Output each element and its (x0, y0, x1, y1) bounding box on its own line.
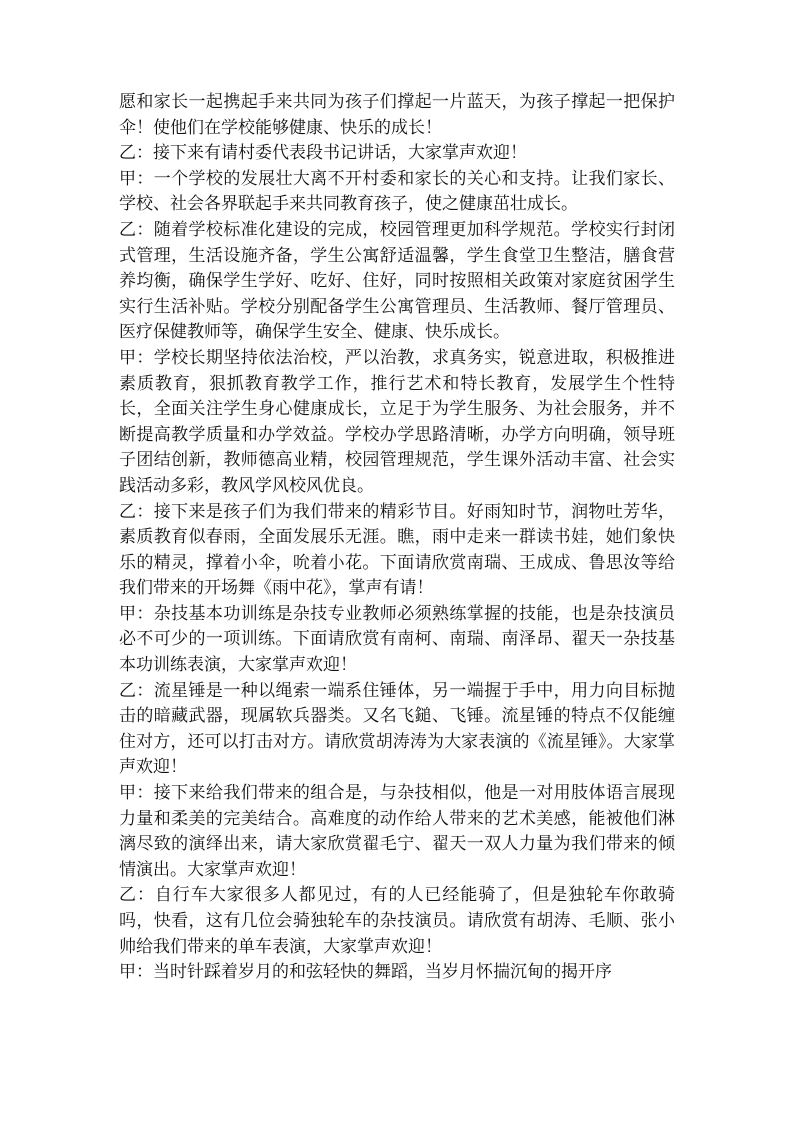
paragraph-10: 乙：自行车大家很多人都见过，有的人已经能骑了，但是独轮车你敢骑吗，快看，这有几位会骑独轮车的杂技演员。请欣赏有胡涛、毛顺、张小帅给我们带来的单车表演，大家掌声欢迎！ (119, 885, 675, 957)
paragraph-4: 乙：随着学校标准化建设的完成，校园管理更加科学规范。学校实行封闭式管理，生活设施齐备，学生公寓舒适温馨，学生食堂卫生整洁，膳食营养均衡，确保学生学好、吃好、住好，同时按照相关政策对家庭贫困学生实行生活补贴。学校分别配备学生公寓管理员、生活教师、餐厅管理员、医疗保健教师等，确保学生安全、健康、快乐成长。 (119, 219, 675, 343)
paragraph-5: 甲：学校长期坚持依法治校，严以治教，求真务实，锐意进取，积极推进素质教育，狠抓教育教学工作，推行艺术和特长教育，发展学生个性特长，全面关注学生身心健康成长，立足于为学生服务、为社会服务，并不断提高教学质量和办学效益。学校办学思路清晰，办学方向明确，领导班子团结创新，教师德高业精，校园管理规范，学生课外活动丰富、社会实践活动多彩，教风学风校风优良。 (119, 347, 675, 496)
paragraph-7: 甲：杂技基本功训练是杂技专业教师必须熟练掌握的技能，也是杂技演员必不可少的一项训练。下面请欣赏有南柯、南瑞、南泽昂、翟天一杂技基本功训练表演，大家掌声欢迎！ (119, 603, 675, 676)
paragraph-3: 甲：一个学校的发展壮大离不开村委和家长的关心和支持。让我们家长、学校、社会各界联起手来共同教育孩子，使之健康茁壮成长。 (119, 168, 675, 215)
paragraph-11: 甲：当时针踩着岁月的和弦轻快的舞蹈，当岁月怀揣沉甸的揭开序 (119, 962, 612, 983)
paragraph-2: 乙：接下来有请村委代表段书记讲话，大家掌声欢迎！ (119, 143, 527, 164)
paragraph-1: 愿和家长一起携起手来共同为孩子们撑起一片蓝天，为孩子撑起一把保护伞！使他们在学校能够健康、快乐的成长！ (119, 92, 675, 138)
paragraph-6: 乙：接下来是孩子们为我们带来的精彩节目。好雨知时节，润物吐芳华，素质教育似春雨，全面发展乐无涯。瞧，雨中走来一群读书娃，她们象快乐的精灵，撑着小伞，吮着小花。下面请欣赏南瑞、王成成、鲁思汝等给我们带来的开场舞《雨中花》，掌声有请！ (119, 501, 675, 599)
paragraph-9: 甲：接下来给我们带来的组合是，与杂技相似，他是一对用肢体语言展现力量和柔美的完美结合。高难度的动作给人带来的艺术美感，能被他们淋漓尽致的演绎出来，请大家欣赏翟毛宁、翟天一双人力量为我们带来的倾情演出。大家掌声欢迎！ (119, 783, 675, 880)
document-body (119, 90, 675, 986)
paragraph-8: 乙：流星锤是一种以绳索一端系住锤体，另一端握于手中，用力向目标抛击的暗藏武器，现属软兵器类。又名飞鎚、飞锤。流星锤的特点不仅能缠住对方，还可以打击对方。请欣赏胡涛涛为大家表演的《流星锤》。大家掌声欢迎！ (119, 680, 675, 778)
